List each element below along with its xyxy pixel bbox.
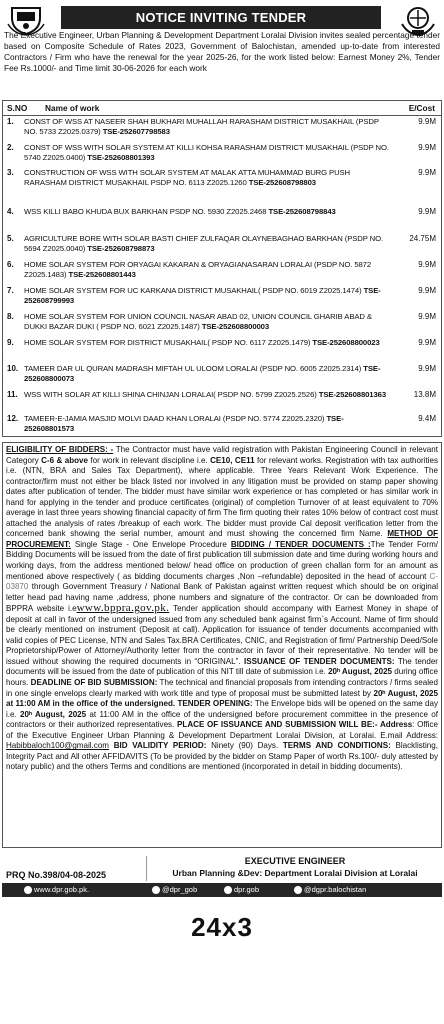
table-header (3, 101, 441, 116)
account-code: C-03870 (6, 571, 438, 592)
row-number: 2. (7, 143, 14, 152)
notice-title: NOTICE INVITING TENDER (61, 6, 381, 29)
col-name-header: Name of work (45, 103, 100, 113)
tse-number: TSE-252608801443 (68, 270, 136, 280)
discipline-codes: CE10, CE11 (210, 455, 255, 465)
place-text: : Office of the Executive Engineer Urban Planning & Development Department Loralai Division, at Loralai. E.mail Address: (6, 720, 438, 740)
row-number: 10. (7, 364, 19, 373)
work-name: CONST OF WSS AT NASEER SHAH BUKHARI MUHALLAH RARASHAM DISTRICT MUSAKHAIL (PSDP NO. 5733 Z2025.0379) (24, 117, 379, 137)
instagram-icon (294, 886, 302, 894)
row-number: 8. (7, 312, 14, 321)
work-name: HOME SOLAR SYSTEM FOR UC KARKANA DISTRICT MUSAKHAIL( PSDP NO. 6019 Z2025.1474) (24, 286, 362, 295)
conditions-heading: TERMS AND CONDITIONS: (282, 741, 391, 751)
opening-heading: TENDER OPENING: (175, 699, 253, 709)
tse-number: TSE-252608800003 (201, 322, 270, 332)
work-description (24, 117, 389, 138)
social-label: www.dpr.gob.pk. (34, 885, 90, 894)
globe-icon (24, 886, 32, 894)
work-name: TAMEER-E-JAMIA MASJID MOLVI DAAD KHAN LORALAI (PSDP NO. 5774 Z2025.2320) (24, 414, 325, 423)
work-name: CONST OF WSS WITH SOLAR SYSTEM AT KILLI KOHSA RARASHAM DISTRICT MUSAKHAIL (PSDP NO. 5740 Z2025.0400) (24, 143, 389, 163)
social-bar (2, 883, 442, 897)
work-description (24, 207, 389, 217)
opening-text: at 11:00 AM in the office of the undersigned before procurement committee in the presence of contractors or their authorized representatives. (6, 709, 438, 730)
issuance-text: during office hours. (6, 667, 438, 688)
issuance-text: The tender documents will be issued from the date of publication of this NIT till date of submission i.e. (6, 656, 438, 677)
bidding-text: Tender application should accompany with Earnest Money in shape of deposit at call in favor of the undersigned issued from any scheduled bank against firm`s Account. Name of firm should be clearly mentioned on instrument (Deposit at call). Application for issuance of tender documents accompanied with valid copies of PEC License, NTN and Sales Tax.BRA Certificates, CNIC, and Registration of firm/ Partnership Deed/Sole Proprietorship/Power of Attorney/Authority letter from the contractor in favor of their representative. No tender will be issued without showing the required documents in “ORIGINAL”. (6, 604, 438, 666)
signature-block (146, 856, 443, 881)
work-name: CONSTRUCTION OF WSS WITH SOLAR SYSTEM AT MALAK ATTA MUHAMMAD BURG PUSH RARASHAM DISTRICT MUSAKHAIL PSDP NO. 6113 Z2025.1260 (24, 168, 351, 188)
intro-paragraph: The Executive Engineer, Urban Planning & Development Department Loralai Division invites sealed percentage tender based on Composite Schedule of Rates 2023, Government of Balochistan, amended up-to-date from interested Contractors / Firm who have the renewal for the year 2025-26, for the work listed below: Earnest Money 2%, Tender Fee Rs.1000/- and Time limit 30-06-2026 for each work (4, 30, 440, 73)
estimated-cost: 9.9M (418, 364, 436, 373)
estimated-cost: 9.9M (418, 143, 436, 152)
work-description (24, 414, 389, 435)
row-number: 1. (7, 117, 14, 126)
work-description (24, 143, 389, 164)
work-description (24, 168, 389, 189)
social-label: @dpr_gob (162, 885, 198, 894)
tse-number: TSE-252608798803 (248, 178, 316, 188)
social-label: dpr.gob (234, 885, 260, 894)
tse-number: TSE-252607798583 (102, 127, 170, 137)
tse-number: TSE-252608800023 (312, 338, 380, 347)
row-number: 5. (7, 234, 14, 243)
work-description (24, 286, 389, 307)
work-description (24, 312, 389, 333)
department-line: Urban Planning &Dev: Department Loralai Division at Loralai (172, 868, 418, 878)
method-heading: METHOD OF PROCUREMENT: (6, 529, 438, 549)
work-name: HOME SOLAR SYSTEM FOR DISTRICT MUSAKHAIL( PSDP NO. 6117 Z2025.1479) (24, 338, 311, 347)
bidding-heading: BIDDING / TENDER DOCUMENTS : (230, 539, 371, 549)
opening-date: 20ʰ August, 2025 (20, 709, 87, 719)
work-description (24, 260, 389, 281)
estimated-cost: 9.9M (418, 207, 436, 216)
work-name: HOME SOLAR SYSTEM FOR UNION COUNCIL NASAR ABAD 02, UNION COUNCIL GHARIB ABAD & DUKKI BAZAR DUKI ( PSDP NO. 6021 Z2025.1487) (24, 312, 372, 332)
place-heading: PLACE OF ISSUANCE AND SUBMISSION WILL BE:- Address (177, 720, 413, 730)
work-description (24, 390, 389, 400)
social-website[interactable] (24, 883, 89, 897)
social-label: @dgpr.balochistan (304, 885, 367, 894)
work-description (24, 364, 389, 385)
estimated-cost: 9.9M (418, 338, 436, 347)
work-description (24, 338, 389, 348)
prq-number: PRQ No.398/04-08-2025 (6, 870, 107, 880)
work-description (24, 234, 389, 255)
deadline-text: The technical and financial proposals from intending contractors / firms sealed in one single envelops clearly marked with work title and type of proposal must be submitted latest by (6, 678, 438, 698)
row-number: 4. (7, 207, 14, 216)
bidding-text: The Tender Form/ Bidding Documents will be issued from the date of first publication till submission date and time during working hours and working days, from the address mentioned below/ head office on production of green challan form for an amount as mentioned above respectively ( as bidding documents charges ,Non –refundable) deposited in the head of account (6, 539, 439, 581)
col-sno-header: S.NO (7, 103, 28, 113)
col-cost-header: E/Cost (408, 103, 435, 113)
tse-number: TSE-252608798873 (87, 244, 155, 254)
bidding-text: through Government Treasury / National Bank of Pakistan against written request which should be on original letter head pad having name ,address, phone numbers and signature of the contractor. Or can be downloaded from BPPRA website i.e (6, 582, 438, 614)
eligibility-text: for work in relevant discipline i.e. (88, 455, 211, 465)
validity-text: Ninety (90) Days. (206, 741, 283, 751)
executive-engineer-title: EXECUTIVE ENGINEER (244, 856, 346, 866)
estimated-cost: 9.9M (418, 312, 436, 321)
row-number: 6. (7, 260, 14, 269)
social-twitter[interactable] (152, 883, 197, 897)
method-text: Single Stage - One Envelope Procedure (70, 539, 227, 549)
issuance-heading: ISSUANCE OF TENDER DOCUMENTS: (243, 656, 395, 666)
terms-section (2, 442, 442, 848)
opening-text: The Envelope bids will be opened on the same day i.e. (6, 699, 438, 719)
tse-number: TSE-252608798843 (268, 207, 336, 216)
estimated-cost: 9.9M (418, 117, 436, 126)
estimated-cost: 9.9M (418, 168, 436, 177)
social-facebook[interactable] (224, 883, 259, 897)
row-number: 7. (7, 286, 14, 295)
tse-number: TSE-252608800073 (24, 364, 381, 384)
estimated-cost: 9.4M (418, 414, 436, 423)
row-number: 9. (7, 338, 14, 347)
estimated-cost: 9.9M (418, 260, 436, 269)
work-name: HOME SOLAR SYSTEM FOR ORYAGAI KAKARAN & ORYAGIANASARAN LORALAI (PSDP NO. 5872 Z2025.1483) (24, 260, 372, 280)
deadline-heading: DEADLINE OF BID SUBMISSION: (30, 678, 158, 688)
estimated-cost: 13.8M (413, 390, 436, 399)
eligibility-text: for relevant works. Registration with tax authorities i.e. (NTN, BRA and Sales Tax Department), where applicable. Three Years Relevant Work Experience. The contractor/firm must not either be black listed nor involved in any litigation must be provided on stamp paper showing dates after publication of tender. The bidder must have similar work experience or has completed or has similar work in hand for applying in the tender and produce certificates (original) of completion Turnover of at least equivalent to 70% average in last three years showing financial capacity of firm The firm quoting their rates 10% below of contract cost must attached the analysis of rates /breakup of each work. The bidder must provide Cal deposit verification letter from the concerned bank showing the serial number, amount and must showing the concerned firm Name. (6, 455, 438, 539)
row-number: 11. (7, 390, 18, 399)
eligibility-text: The Contractor must have valid registration with Pakistan Engineering Council in relevant Category (6, 445, 438, 465)
work-name: WSS WITH SOLAR AT KILLI SHINA CHINJAN LORALAI( PSDP NO. 5799 Z2025.2526) (24, 390, 317, 399)
tse-number: TSE-252608801573 (24, 414, 344, 434)
tse-number: TSE-252608801363 (318, 390, 386, 399)
validity-heading: BID VALIDITY PERIOD: (113, 741, 207, 751)
facebook-icon (224, 886, 232, 894)
social-instagram[interactable] (294, 883, 366, 897)
row-number: 3. (7, 168, 14, 177)
pec-category: C-6 & above (41, 455, 88, 465)
bppra-website-link[interactable]: www.bppra.gov.pk. (76, 602, 170, 615)
issuance-date: 20ʰ August, 2025 (328, 667, 393, 677)
ad-size-code: 24x3 (191, 912, 253, 942)
estimated-cost: 9.9M (418, 286, 436, 295)
deadline-date: 20ʰ August, 2025 at 11:00 AM in the office of the undersigned. (6, 688, 438, 709)
work-name: TAMEER DAR UL QURAN MADRASH MIFTAH UL ULOOM LORALAI (PSDP NO. 6005 Z2025.2314) (24, 364, 362, 373)
email-link[interactable]: Habibbaloch100@gmail.com (6, 741, 109, 751)
eligibility-heading: ELIGIBILITY OF BIDDERS: - (6, 445, 114, 454)
estimated-cost: 24.75M (409, 234, 436, 243)
conditions-text: Blacklisting, Integrity Pact and All other AFFIDAVITS (To be provided by the bidder on Stamp Paper of worth Rs.100/- duly attested by notary public) and the others Terms and conditions are mentioned (incorporated in detail in bidding documents). (6, 741, 438, 772)
twitter-icon (152, 886, 160, 894)
tse-number: TSE-252608799993 (24, 286, 381, 306)
work-name: WSS KILLI BABO KHUDA BUX BARKHAN PSDP NO. 5930 Z2025.2468 (24, 207, 267, 216)
works-table (2, 100, 442, 437)
row-number: 12. (7, 414, 19, 423)
tse-number: TSE-252608801393 (87, 153, 155, 163)
work-name: AGRICULTURE BORE WITH SOLAR BASTI CHIEF ZULFAQAR OLAYNEBAGHAO BARKHAN (PSDP NO. 5694 Z2025.0040) (24, 234, 384, 254)
